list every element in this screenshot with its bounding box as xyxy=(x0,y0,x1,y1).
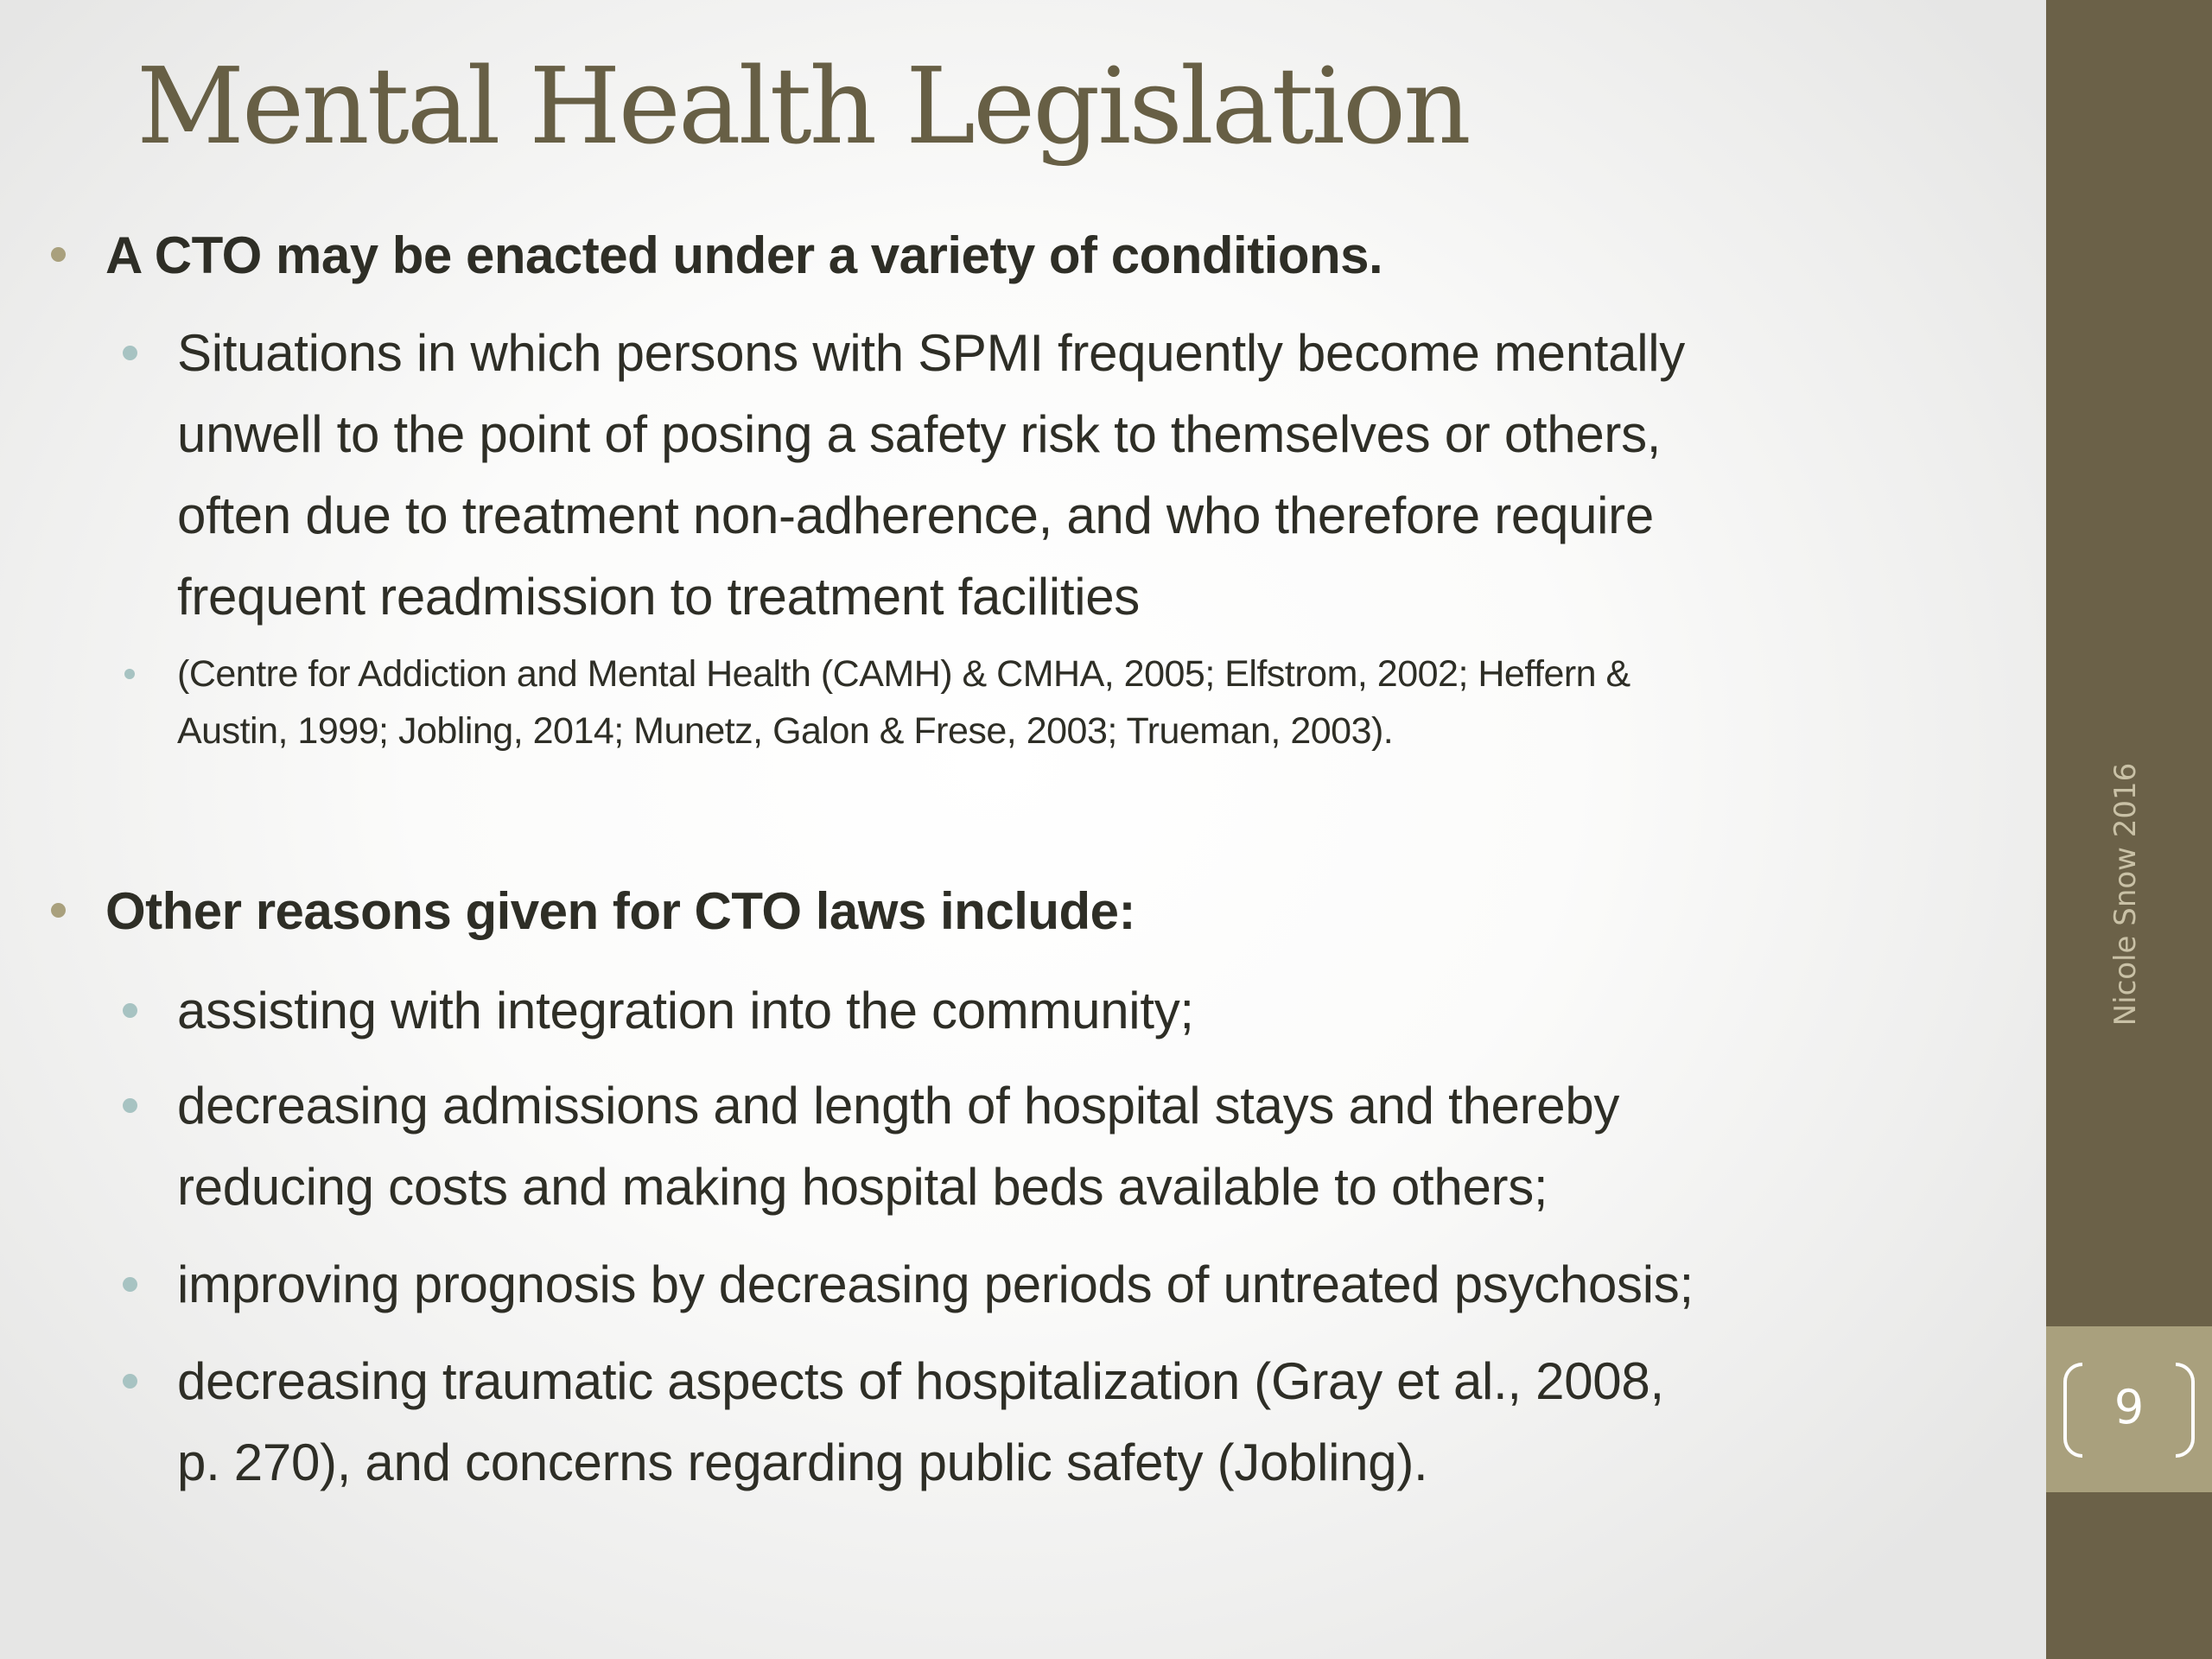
citation-line: (Centre for Addiction and Mental Health (CAMH) & CMHA, 2005; Elfstrom, 2002; Heffern & xyxy=(177,653,1630,695)
list-item xyxy=(177,1341,2018,1503)
footer-author-year: Nicole Snow 2016 xyxy=(2108,762,2143,1027)
right-brace-icon xyxy=(2176,1363,2195,1458)
text-line: decreasing admissions and length of hospital stays and thereby xyxy=(177,1077,1620,1135)
section1-heading xyxy=(105,223,1382,289)
list-item xyxy=(177,970,2018,1052)
slide-title: Mental Health Legislation xyxy=(137,45,1469,168)
bullet-icon xyxy=(123,1003,137,1018)
bullet-icon xyxy=(123,346,137,360)
text-line: reducing costs and making hospital beds available to others; xyxy=(177,1158,1548,1216)
section2-heading-text: Other reasons given for CTO laws include: xyxy=(105,882,1136,940)
list-item xyxy=(177,1244,2018,1325)
bullet-icon xyxy=(123,1277,137,1292)
section1-heading-text: A CTO may be enacted under a variety of conditions. xyxy=(105,226,1383,284)
text-line: often due to treatment non-adherence, and who therefore require xyxy=(177,486,1654,544)
text-line: decreasing traumatic aspects of hospitalization (Gray et al., 2008, xyxy=(177,1352,1664,1410)
bullet-icon xyxy=(123,1374,137,1389)
page-number-box xyxy=(2046,1326,2212,1492)
bullet-icon xyxy=(124,669,135,679)
list-item xyxy=(177,313,2018,638)
text-line: assisting with integration into the community; xyxy=(177,982,1194,1039)
list-item xyxy=(177,1065,2018,1228)
citation-line: Austin, 1999; Jobling, 2014; Munetz, Galon & Frese, 2003; Trueman, 2003). xyxy=(177,710,1394,752)
page-number: 9 xyxy=(2113,1380,2145,1434)
text-line: frequent readmission to treatment facilities xyxy=(177,568,1140,626)
citation-item xyxy=(177,645,2018,760)
text-line: Situations in which persons with SPMI frequently become mentally xyxy=(177,324,1685,382)
section2-heading xyxy=(105,879,1135,944)
bullet-icon xyxy=(51,247,66,262)
text-line: improving prognosis by decreasing periods of untreated psychosis; xyxy=(177,1255,1694,1313)
text-line: p. 270), and concerns regarding public safety (Jobling). xyxy=(177,1433,1428,1491)
text-line: unwell to the point of posing a safety risk to themselves or others, xyxy=(177,405,1662,463)
bullet-icon xyxy=(123,1098,137,1113)
bullet-icon xyxy=(51,903,66,918)
